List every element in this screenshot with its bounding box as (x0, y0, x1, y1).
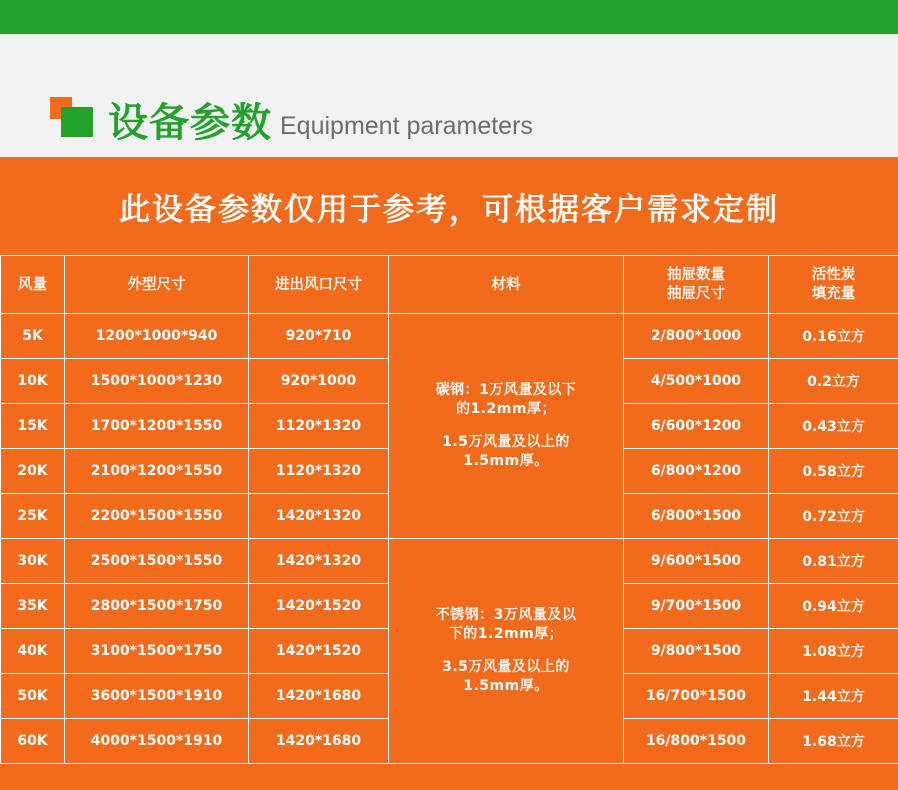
cell-material-carbon-steel (389, 314, 624, 539)
header-dimension: 外型尺寸 (65, 256, 249, 314)
cell-drawer: 16/800*1500 (624, 719, 769, 764)
material-line-3: 1.5万风量及以上的 (442, 434, 570, 450)
material-line-2: 的1.2mm厚； (456, 401, 556, 417)
cell-dimension: 1200*1000*940 (65, 314, 249, 359)
header-title-group (50, 97, 533, 145)
cell-flow: 5K (1, 314, 65, 359)
logo-squares-icon (50, 97, 94, 139)
top-green-bar (0, 0, 898, 34)
cell-drawer: 9/600*1500 (624, 539, 769, 584)
material-line-1: 不锈钢：3万风量及以 (435, 607, 577, 623)
cell-drawer: 6/800*1200 (624, 449, 769, 494)
cell-material-stainless-steel (389, 539, 624, 764)
cell-dimension: 4000*1500*1910 (65, 719, 249, 764)
material-line-4: 1.5mm厚。 (463, 453, 549, 469)
cell-dimension: 2200*1500*1550 (65, 494, 249, 539)
cell-flow: 20K (1, 449, 65, 494)
cell-dimension: 3600*1500*1910 (65, 674, 249, 719)
cell-drawer: 4/500*1000 (624, 359, 769, 404)
header-drawer-line2: 抽屉尺寸 (667, 285, 725, 302)
cell-flow: 10K (1, 359, 65, 404)
cell-flow: 60K (1, 719, 65, 764)
cell-dimension: 2500*1500*1550 (65, 539, 249, 584)
header-drawer (624, 256, 769, 314)
header-material: 材料 (389, 256, 624, 314)
cell-drawer: 9/800*1500 (624, 629, 769, 674)
cell-flow: 30K (1, 539, 65, 584)
cell-flow: 50K (1, 674, 65, 719)
cell-carbon: 0.72立方 (769, 494, 898, 539)
cell-carbon: 0.81立方 (769, 539, 898, 584)
spec-banner-text: 此设备参数仅用于参考，可根据客户需求定制 (119, 191, 779, 228)
material-line-3: 3.5万风量及以上的 (442, 659, 570, 675)
cell-carbon: 0.43立方 (769, 404, 898, 449)
cell-dimension: 1500*1000*1230 (65, 359, 249, 404)
cell-flow: 40K (1, 629, 65, 674)
header-inout: 进出风口尺寸 (249, 256, 389, 314)
cell-inout: 1420*1680 (249, 674, 389, 719)
header-flow: 风量 (1, 256, 65, 314)
material-line-2: 下的1.2mm厚； (448, 626, 564, 642)
cell-inout: 1120*1320 (249, 404, 389, 449)
cell-drawer: 16/700*1500 (624, 674, 769, 719)
page-title-cn: 设备参数 (108, 100, 272, 146)
spec-section (0, 157, 898, 790)
cell-inout: 920*1000 (249, 359, 389, 404)
cell-inout: 1120*1320 (249, 449, 389, 494)
cell-inout: 1420*1320 (249, 494, 389, 539)
material-line-1: 碳钢：1万风量及以下 (435, 382, 577, 398)
header-carbon-line2: 填充量 (811, 285, 856, 302)
cell-inout: 1420*1520 (249, 584, 389, 629)
header-carbon-line1: 活性炭 (811, 266, 856, 283)
spec-banner (0, 157, 898, 255)
cell-flow: 35K (1, 584, 65, 629)
table-row (1, 539, 898, 584)
table-row (1, 314, 898, 359)
spec-table (0, 255, 898, 764)
header-band (0, 34, 898, 157)
header-drawer-line1: 抽屉数量 (667, 266, 725, 283)
cell-dimension: 3100*1500*1750 (65, 629, 249, 674)
cell-flow: 25K (1, 494, 65, 539)
cell-drawer: 6/800*1500 (624, 494, 769, 539)
cell-dimension: 2800*1500*1750 (65, 584, 249, 629)
cell-inout: 1420*1320 (249, 539, 389, 584)
cell-drawer: 9/700*1500 (624, 584, 769, 629)
logo-green-square-icon (61, 107, 93, 137)
cell-inout: 1420*1680 (249, 719, 389, 764)
cell-dimension: 2100*1200*1550 (65, 449, 249, 494)
cell-inout: 1420*1520 (249, 629, 389, 674)
cell-carbon: 0.2立方 (769, 359, 898, 404)
material-spacer (389, 644, 623, 658)
cell-inout: 920*710 (249, 314, 389, 359)
cell-carbon: 0.94立方 (769, 584, 898, 629)
cell-carbon: 0.16立方 (769, 314, 898, 359)
cell-carbon: 1.08立方 (769, 629, 898, 674)
material-line-4: 1.5mm厚。 (463, 678, 549, 694)
cell-carbon: 1.68立方 (769, 719, 898, 764)
cell-carbon: 0.58立方 (769, 449, 898, 494)
header-carbon (769, 256, 898, 314)
material-spacer (389, 419, 623, 433)
cell-drawer: 2/800*1000 (624, 314, 769, 359)
cell-dimension: 1700*1200*1550 (65, 404, 249, 449)
cell-flow: 15K (1, 404, 65, 449)
table-header-row (1, 256, 898, 314)
cell-carbon: 1.44立方 (769, 674, 898, 719)
page-title-en: Equipment parameters (280, 112, 533, 140)
cell-drawer: 6/600*1200 (624, 404, 769, 449)
